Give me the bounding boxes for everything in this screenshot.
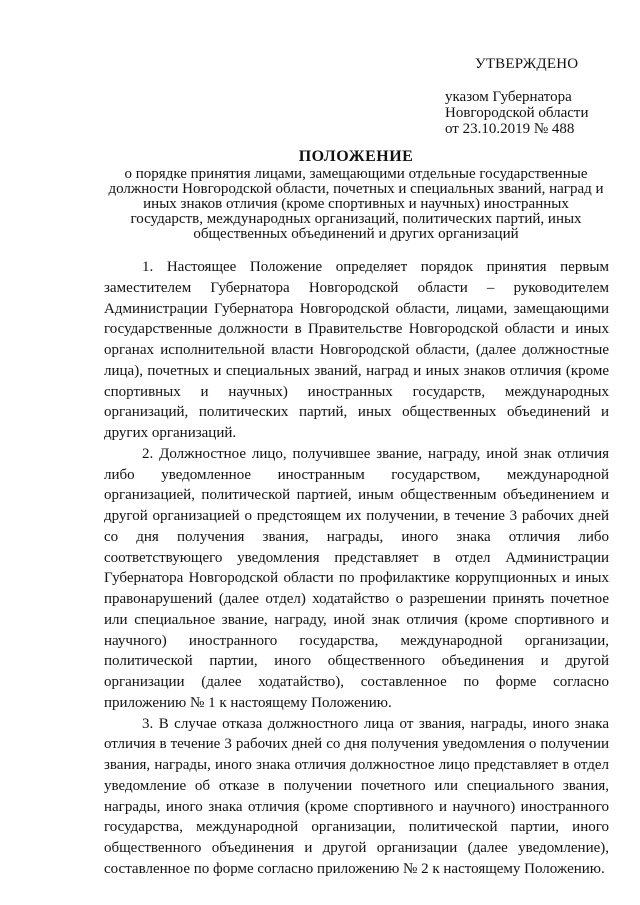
- document-title: ПОЛОЖЕНИЕ: [298, 148, 414, 165]
- approval-line: от 23.10.2019 № 488: [445, 121, 575, 137]
- subtitle-line: должности Новгородской области, почетных и специальных званий, наград и: [108, 181, 604, 197]
- subtitle-line: о порядке принятия лицами, замещающими отдельные государственные: [124, 166, 588, 182]
- approval-line: указом Губернатора: [445, 89, 572, 105]
- document-body: [104, 257, 609, 880]
- approval-heading: УТВЕРЖДЕНО: [475, 56, 579, 72]
- subtitle-line: государств, международных организаций, политических партий, иных: [130, 211, 582, 227]
- subtitle-line: иных знаков отличия (кроме спортивных и научных) иностранных: [143, 196, 569, 212]
- document-subtitle: [96, 167, 616, 242]
- paragraph-2: 2. Должностное лицо, получившее звание, награду, иной знак отличия либо уведомленное иностранным государством, международной организацией, политической партией, иным общественным объединением и другой организацией о предстоящем их получении, в течение 3 рабочих дней со дня получения звания, награды, иного знака отличия либо соответствующего уведомления представляет в отдел Администрации Губернатора Новгородской области по профилактике коррупционных и иных правонарушений (далее отдел) ходатайство о разрешении принять почетное или специальное звание, награду, иной знак отличия (кроме спортивного и научного) иностранного государства, международной организации, политической партии, иного общественного объединения и другой организации (далее ходатайство), составленное по форме согласно приложению № 1 к настоящему Положению.: [104, 445, 609, 711]
- subtitle-line: общественных объединений и других организаций: [193, 226, 519, 242]
- approval-line: Новгородской области: [445, 105, 589, 121]
- approval-block: [445, 56, 625, 137]
- paragraph-3: 3. В случае отказа должностного лица от звания, награды, иного знака отличия в течение 3 рабочих дней со дня получения уведомления о получении звания, награды, иного знака отличия должностное лицо представляет в отдел уведомление об отказе в получении почетного или специального звания, награды, иного знака отличия (кроме спортивного и научного) иностранного государства, международной организации, политической партии, иного общественного объединения и другой организации (далее уведомление), составленное по форме согласно приложению № 2 к настоящему Положению.: [104, 715, 609, 877]
- paragraph-1: 1. Настоящее Положение определяет порядок принятия первым заместителем Губернатора Новгородской области – руководителем Администрации Губернатора Новгородской области, лицами, замещающими государственные должности в Правительстве Новгородской области и иных органах исполнительной власти Новгородской области, (далее должностные лица), почетных и специальных званий, наград и иных знаков отличия (кроме спортивных и научных) иностранных государств, международных организаций, политических партий, иных общественных объединений и других организаций.: [104, 259, 609, 441]
